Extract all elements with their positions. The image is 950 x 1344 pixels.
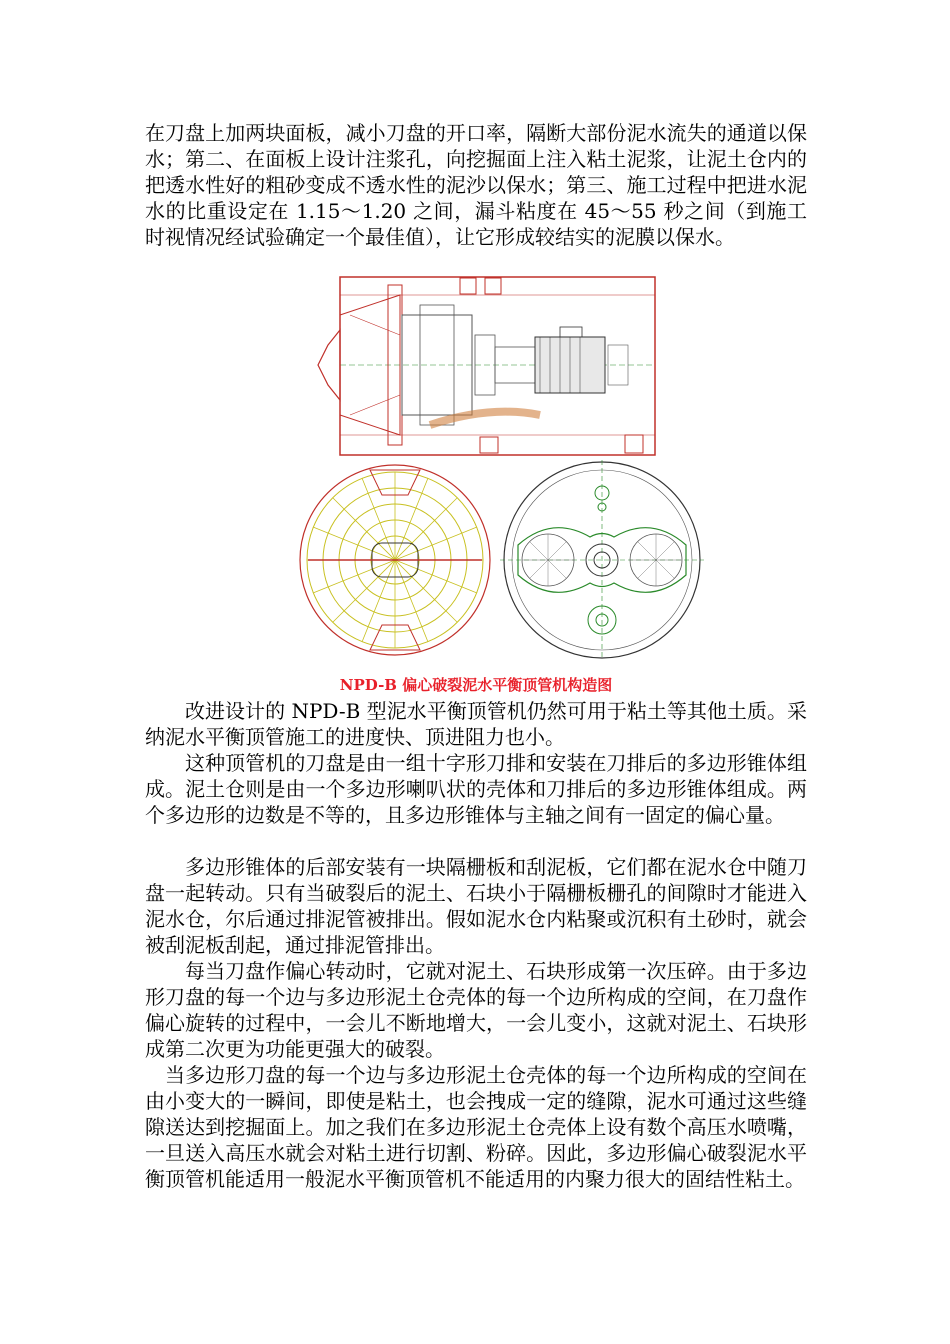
paragraph-intro: 在刀盘上加两块面板，减小刀盘的开口率，隔断大部份泥水流失的通道以保水；第二、在面板上设计注浆孔，向挖掘面上注入粘土泥浆，让泥土仓内的把透水性好的粗砂变成不透水性的泥沙以保水；第三、施工过程中把进水泥水的比重设定在 1.15～1.20 之间，漏斗粘度在 45～55 秒之间（到施工时视情况经试验确定一个最佳值），让它形成较结实的泥膜以保水。 [145, 121, 807, 249]
paragraph-cutter-disc: 这种顶管机的刀盘是由一组十字形刀排和安装在刀排后的多边形锥体组成。泥土仓则是由一个多边形喇叭状的壳体和刀排后的多边形锥体组成。两个多边形的边数是不等的，且多边形锥体与主轴之间有一固定的偏心量。 [145, 751, 807, 827]
figure-caption: NPD-B 偏心破裂泥水平衡顶管机构造图 [339, 676, 613, 694]
rear-view [500, 460, 704, 660]
paragraph-npd-b: 改进设计的 NPD-B 型泥水平衡顶管机仍然可用于粘土等其他土质。采纳泥水平衡顶管施工的进度快、顶进阻力也小。 [145, 699, 807, 749]
paragraph-grid-plate: 多边形锥体的后部安装有一块隔栅板和刮泥板，它们都在泥水仓中随刀盘一起转动。只有当破裂后的泥土、石块小于隔栅板栅孔的间隙时才能进入泥水仓，尔后通过排泥管被排出。假如泥水仓内粘聚或沉积有土砂时，就会被刮泥板刮起，通过排泥管排出。 [145, 855, 807, 957]
machine-structure-drawing [290, 275, 710, 660]
side-section-view [318, 277, 655, 455]
cutter-disc-front-view [300, 465, 490, 655]
paragraph-eccentric-rotation: 每当刀盘作偏心转动时，它就对泥土、石块形成第一次压碎。由于多边形刀盘的每一个边与多边形泥土仓壳体的每一个边所构成的空间，在刀盘作偏心旋转的过程中，一会儿不断地增大，一会儿变小，这就对泥土、石块形成第二次更为功能更强大的破裂。 [145, 959, 807, 1061]
paragraph-high-pressure-water: 当多边形刀盘的每一个边与多边形泥土仓壳体的每一个边所构成的空间在由小变大的一瞬间，即使是粘土，也会拽成一定的缝隙，泥水可通过这些缝隙送达到挖掘面上。加之我们在多边形泥土仓壳体上设有数个高压水喷嘴，一旦送入高压水就会对粘土进行切割、粉碎。因此，多边形偏心破裂泥水平衡顶管机能适用一般泥水平衡顶管机不能适用的内聚力很大的固结性粘土。 [145, 1063, 807, 1191]
